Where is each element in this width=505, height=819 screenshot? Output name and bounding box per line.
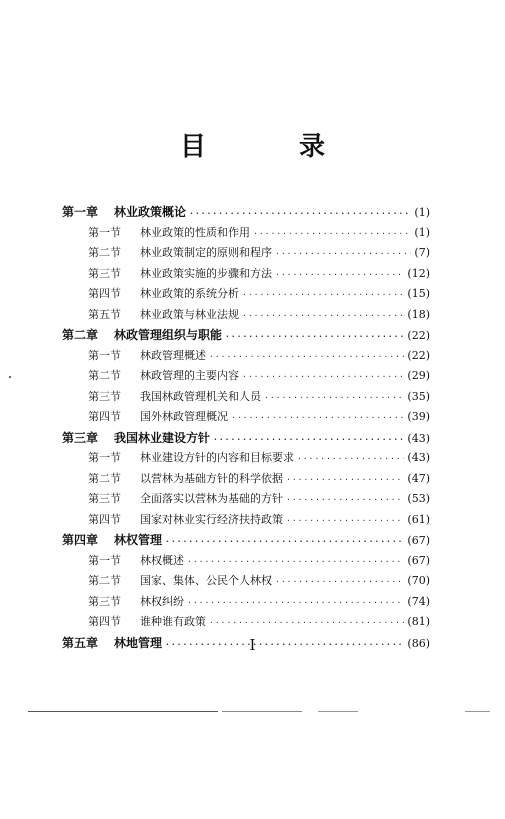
- toc-dot-leader: [209, 347, 404, 368]
- toc-entry-label: 第二章: [62, 328, 99, 342]
- toc-entry-label: 第四节: [88, 512, 121, 526]
- toc-entry-page: (67): [407, 553, 430, 567]
- toc-entry-title: 林业政策的性质和作用: [140, 225, 250, 239]
- toc-chapter-row[interactable]: [62, 530, 430, 551]
- toc-entry-page: (29): [407, 369, 430, 382]
- toc-chapter-row[interactable]: [62, 428, 430, 449]
- toc-entry-title: 国家、集体、公民个人林权: [140, 574, 272, 587]
- toc-section-row[interactable]: [62, 366, 430, 387]
- toc-entry-page: (15): [407, 287, 430, 300]
- toc-entry-label: 第三章: [62, 430, 99, 445]
- toc-entry-label: 第二节: [88, 369, 121, 382]
- toc-entry-title: 我国林政管理机关和人员: [140, 389, 261, 403]
- toc-dot-leader: [231, 408, 404, 429]
- toc-section-row[interactable]: [62, 448, 430, 469]
- toc-dot-leader: [253, 224, 411, 245]
- toc-entry-label: 第四章: [62, 533, 99, 547]
- table-of-contents: [62, 202, 430, 653]
- toc-section-row[interactable]: [62, 305, 430, 326]
- toc-entry-page: (18): [407, 307, 430, 321]
- toc-dot-leader: [275, 244, 411, 265]
- toc-entry-label: 第二节: [88, 246, 121, 259]
- toc-entry-page: (74): [407, 594, 430, 608]
- toc-entry-label: 第五节: [88, 307, 121, 321]
- toc-entry-page: (7): [414, 246, 430, 259]
- toc-section-row[interactable]: [62, 243, 430, 264]
- toc-entry-label: 第三节: [88, 389, 121, 403]
- toc-section-row[interactable]: [62, 387, 430, 408]
- toc-entry-page: (70): [407, 574, 430, 587]
- page-title: 目 录: [179, 132, 368, 162]
- toc-section-row[interactable]: [62, 551, 430, 572]
- toc-entry-page: (43): [407, 431, 430, 445]
- toc-entry-page: (81): [407, 615, 430, 628]
- toc-entry-title: 林权管理: [114, 533, 163, 547]
- toc-entry-page: (22): [407, 329, 430, 342]
- toc-entry-title: 林权概述: [140, 553, 184, 567]
- toc-entry-label: 第五章: [62, 635, 99, 650]
- toc-entry-page: (61): [407, 512, 430, 526]
- toc-section-row[interactable]: [62, 223, 430, 244]
- toc-section-row[interactable]: [62, 469, 430, 490]
- toc-dot-leader: [286, 511, 404, 532]
- scan-edge-line: [318, 711, 358, 712]
- toc-entry-title: 林业政策与林业法规: [140, 307, 239, 321]
- toc-entry-label: 第一章: [62, 205, 99, 219]
- toc-entry-page: (22): [407, 348, 430, 362]
- toc-entry-label: 第四节: [88, 410, 121, 423]
- toc-entry-title: 我国林业建设方针: [114, 430, 211, 445]
- toc-entry-title: 全面落实以营林为基础的方针: [140, 492, 283, 505]
- toc-section-row[interactable]: [62, 612, 430, 633]
- toc-dot-leader: [275, 572, 404, 593]
- toc-dot-leader: [242, 306, 404, 327]
- toc-entry-label: 第一节: [88, 225, 121, 239]
- toc-entry-title: 林业政策概论: [114, 205, 187, 219]
- toc-dot-leader: [189, 204, 411, 225]
- toc-entry-title: 谁种谁有政策: [140, 615, 206, 628]
- scan-edge-line: [222, 711, 302, 712]
- toc-entry-label: 第三节: [88, 492, 121, 505]
- toc-entry-title: 林业建设方针的内容和目标要求: [140, 451, 294, 464]
- toc-entry-title: 林地管理: [114, 635, 163, 650]
- toc-dot-leader: [187, 552, 404, 573]
- toc-section-row[interactable]: [62, 407, 430, 428]
- toc-section-row[interactable]: [62, 489, 430, 510]
- toc-entry-title: 林权纠纷: [140, 594, 184, 608]
- toc-entry-page: (39): [407, 410, 430, 423]
- toc-dot-leader: [242, 285, 404, 306]
- toc-dot-leader: [286, 470, 404, 491]
- toc-entry-title: 国家对林业实行经济扶持政策: [140, 512, 283, 526]
- toc-chapter-row[interactable]: [62, 202, 430, 223]
- toc-entry-page: (1): [414, 225, 430, 239]
- toc-section-row[interactable]: [62, 510, 430, 531]
- toc-section-row[interactable]: [62, 592, 430, 613]
- toc-section-row[interactable]: [62, 346, 430, 367]
- toc-dot-leader: [213, 430, 404, 451]
- toc-entry-label: 第一节: [88, 553, 121, 567]
- toc-section-row[interactable]: [62, 571, 430, 592]
- toc-entry-page: (1): [414, 206, 430, 219]
- toc-entry-title: 林业政策制定的原则和程序: [140, 246, 272, 259]
- toc-entry-page: (43): [407, 451, 430, 464]
- toc-dot-leader: [264, 388, 404, 409]
- toc-dot-leader: [209, 613, 404, 634]
- toc-entry-label: 第三节: [88, 266, 121, 280]
- scan-edge-line: [28, 711, 218, 712]
- toc-entry-page: (12): [407, 266, 430, 280]
- toc-entry-title: 林政管理概述: [140, 348, 206, 362]
- scan-edge-line: [465, 711, 490, 712]
- toc-entry-title: 以营林为基础方针的科学依据: [140, 471, 283, 485]
- toc-dot-leader: [187, 593, 404, 614]
- toc-entry-title: 林政管理组织与职能: [114, 328, 223, 342]
- toc-dot-leader: [242, 367, 404, 388]
- toc-entry-label: 第二节: [88, 471, 121, 485]
- toc-entry-title: 国外林政管理概况: [140, 410, 228, 423]
- scan-speck: [9, 376, 11, 378]
- toc-entry-label: 第四节: [88, 615, 121, 628]
- toc-dot-leader: [225, 327, 404, 348]
- page-number: I: [249, 636, 256, 654]
- toc-entry-label: 第一节: [88, 451, 121, 464]
- toc-entry-title: 林业政策的系统分析: [140, 287, 239, 300]
- toc-entry-page: (47): [407, 471, 430, 485]
- toc-section-row[interactable]: [62, 264, 430, 285]
- toc-dot-leader: [275, 265, 404, 286]
- toc-entry-label: 第四节: [88, 287, 121, 300]
- toc-entry-title: 林政管理的主要内容: [140, 369, 239, 382]
- toc-entry-page: (53): [407, 492, 430, 505]
- toc-entry-label: 第二节: [88, 574, 121, 587]
- toc-dot-leader: [286, 490, 404, 511]
- toc-entry-title: 林业政策实施的步骤和方法: [140, 266, 272, 280]
- toc-section-row[interactable]: [62, 284, 430, 305]
- toc-entry-page: (86): [407, 636, 430, 650]
- toc-dot-leader: [165, 532, 404, 553]
- toc-entry-label: 第三节: [88, 594, 121, 608]
- toc-chapter-row[interactable]: [62, 325, 430, 346]
- toc-entry-label: 第一节: [88, 348, 121, 362]
- toc-entry-page: (35): [407, 389, 430, 403]
- toc-dot-leader: [297, 449, 404, 470]
- toc-entry-page: (67): [407, 534, 430, 547]
